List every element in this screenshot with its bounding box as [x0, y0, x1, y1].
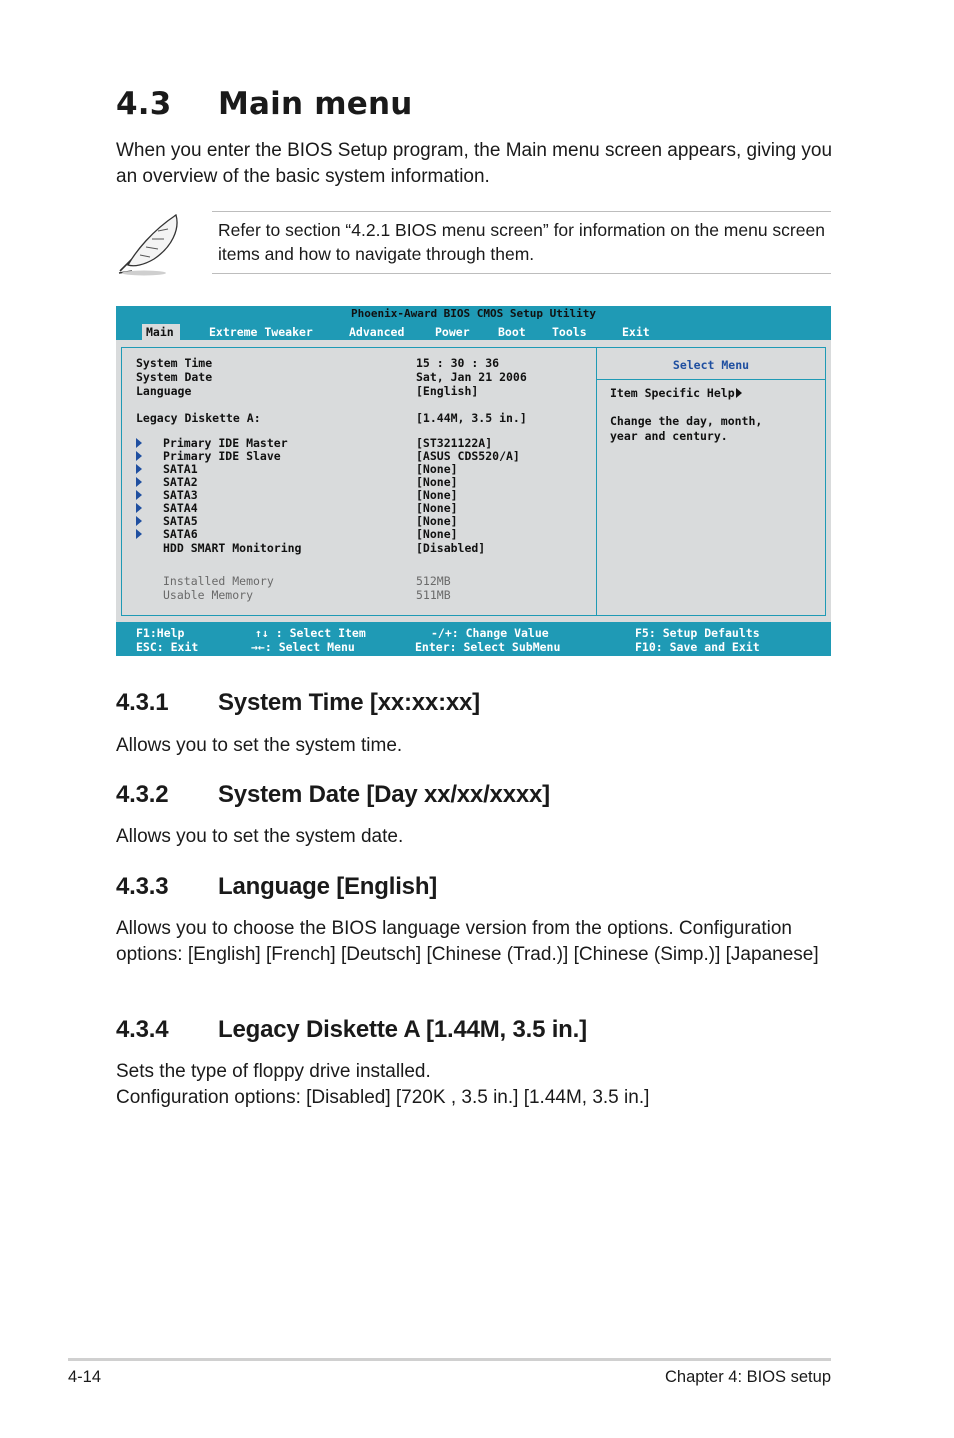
menu-tab-exit[interactable]: Exit: [622, 325, 650, 339]
subsection-number: 4.3.2: [116, 781, 169, 808]
help-title: Select Menu: [672, 358, 750, 372]
bios-item-value[interactable]: 15 : 30 : 36: [416, 356, 500, 370]
bios-item-label[interactable]: SATA4: [163, 501, 198, 515]
bios-screen: [116, 306, 831, 656]
subsection-body: Allows you to choose the BIOS language version from the options. Configuration options: [English] [French] [Deutsch] [Chinese (Trad.)] [Chinese (Simp.)] [Japanese]: [116, 918, 819, 965]
submenu-arrow-icon: [136, 438, 142, 448]
bios-item-value[interactable]: [None]: [416, 462, 458, 476]
bios-item-value[interactable]: [None]: [416, 501, 458, 515]
feather-pen-icon: [114, 211, 184, 277]
page-number: 4-14: [68, 1368, 102, 1386]
section-number: 4.3: [116, 86, 172, 122]
menu-tab-main[interactable]: Main: [142, 324, 180, 340]
bios-info-label: Installed Memory: [163, 574, 274, 588]
bios-item-value[interactable]: [ASUS CDS520/A]: [416, 449, 520, 463]
bios-item-value[interactable]: [Disabled]: [416, 541, 486, 555]
bios-item-value[interactable]: [1.44M, 3.5 in.]: [416, 411, 527, 425]
bios-info-value: 511MB: [416, 588, 451, 602]
bios-item-label[interactable]: System Date: [136, 370, 213, 384]
subsection-body: Allows you to set the system time.: [116, 735, 403, 756]
footer-rule: [68, 1358, 831, 1361]
section-title: [116, 86, 413, 122]
key-f10-save-exit: F10: Save and Exit: [635, 640, 760, 654]
bios-item-label[interactable]: SATA2: [163, 475, 198, 489]
menu-tab-boot[interactable]: Boot: [498, 325, 526, 339]
subsection-heading: [116, 1016, 587, 1044]
bios-item-label[interactable]: Primary IDE Master: [163, 436, 288, 450]
bios-key-legend: [116, 622, 831, 656]
submenu-arrow-icon: [136, 516, 142, 526]
subsection-body: Configuration options: [Disabled] [720K , 3.5 in.] [1.44M, 3.5 in.]: [116, 1087, 650, 1108]
menu-tab-tools[interactable]: Tools: [552, 325, 587, 339]
bios-info-value: 512MB: [416, 574, 451, 588]
bios-item-value[interactable]: [None]: [416, 527, 458, 541]
bios-item-label[interactable]: SATA5: [163, 514, 198, 528]
bios-item-value[interactable]: Sat, Jan 21 2006: [416, 370, 527, 384]
chevron-right-icon: [736, 388, 742, 398]
bios-title: Phoenix-Award BIOS CMOS Setup Utility: [350, 307, 597, 320]
note-bottom-rule: [212, 273, 831, 274]
bios-item-value[interactable]: [None]: [416, 514, 458, 528]
bios-item-label[interactable]: System Time: [136, 356, 213, 370]
menu-tab-advanced[interactable]: Advanced: [349, 325, 405, 339]
menu-tab-extreme-tweaker[interactable]: Extreme Tweaker: [209, 325, 313, 339]
key-f1-help: F1:Help: [136, 626, 185, 640]
bios-item-label[interactable]: SATA3: [163, 488, 198, 502]
section-intro: When you enter the BIOS Setup program, the Main menu screen appears, giving you an overview of the basic system information.: [116, 140, 833, 187]
help-separator: [597, 379, 825, 380]
subsection-number: 4.3.1: [116, 689, 169, 716]
bios-item-value[interactable]: [ST321122A]: [416, 436, 493, 450]
subsection-title: System Date [Day xx/xx/xxxx]: [218, 781, 550, 808]
bios-item-label[interactable]: Primary IDE Slave: [163, 449, 281, 463]
note-top-rule: [212, 211, 831, 212]
submenu-arrow-icon: [136, 477, 142, 487]
key-select-menu: →←: Select Menu: [251, 640, 355, 654]
subsection-body: Allows you to set the system date.: [116, 826, 404, 847]
bios-title-bar: [116, 306, 831, 324]
help-line: Change the day, month,: [610, 414, 763, 428]
help-line: year and century.: [610, 429, 728, 443]
help-header-text: Item Specific Help: [610, 386, 735, 400]
bios-panel-divider: [596, 347, 597, 616]
subsection-heading: [116, 781, 550, 809]
key-esc-exit: ESC: Exit: [136, 640, 199, 654]
subsection-number: 4.3.4: [116, 1016, 169, 1043]
subsection-title: Legacy Diskette A [1.44M, 3.5 in.]: [218, 1016, 587, 1043]
help-header: [610, 386, 742, 400]
bios-item-value[interactable]: [English]: [416, 384, 479, 398]
key-f5-defaults: F5: Setup Defaults: [635, 626, 760, 640]
key-select-item: ↑↓ : Select Item: [255, 626, 366, 640]
subsection-heading: [116, 873, 437, 901]
submenu-arrow-icon: [136, 503, 142, 513]
chapter-label: Chapter 4: BIOS setup: [664, 1368, 831, 1386]
subsection-heading: [116, 689, 480, 717]
submenu-arrow-icon: [136, 464, 142, 474]
bios-menu-bar: [116, 324, 831, 340]
subsection-number: 4.3.3: [116, 873, 169, 900]
menu-tab-power[interactable]: Power: [435, 325, 470, 339]
bios-item-label[interactable]: SATA6: [163, 527, 198, 541]
key-enter-submenu: Enter: Select SubMenu: [415, 640, 561, 654]
note-text: Refer to section “4.2.1 BIOS menu screen” for information on the menu screen items and how to navigate through them.: [218, 220, 825, 264]
submenu-arrow-icon: [136, 490, 142, 500]
bios-info-label: Usable Memory: [163, 588, 254, 602]
subsection-title: System Time [xx:xx:xx]: [218, 689, 480, 716]
bios-item-label[interactable]: SATA1: [163, 462, 198, 476]
bios-item-value[interactable]: [None]: [416, 488, 458, 502]
bios-item-value[interactable]: [None]: [416, 475, 458, 489]
subsection-title: Language [English]: [218, 873, 438, 900]
bios-item-label[interactable]: Legacy Diskette A:: [136, 411, 261, 425]
bios-item-label[interactable]: HDD SMART Monitoring: [163, 541, 302, 555]
submenu-arrow-icon: [136, 529, 142, 539]
submenu-arrow-icon: [136, 451, 142, 461]
subsection-body: Sets the type of floppy drive installed.: [116, 1061, 431, 1082]
key-change-value: -/+: Change Value: [431, 626, 549, 640]
section-title-text: Main menu: [218, 86, 413, 122]
bios-item-label[interactable]: Language: [136, 384, 192, 398]
